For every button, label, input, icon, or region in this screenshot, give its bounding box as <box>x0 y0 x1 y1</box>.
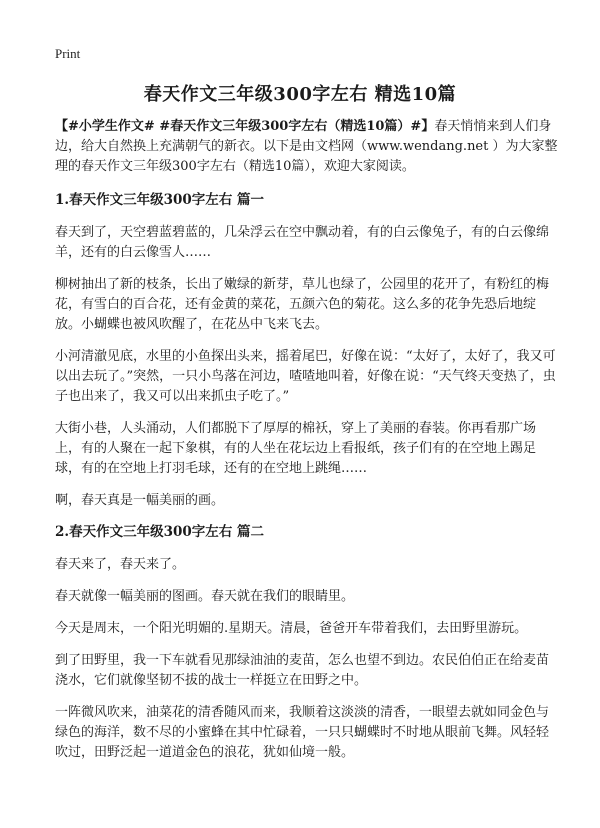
section2-paragraph-4: 到了田野里，我一下车就看见那绿油油的麦苗，怎么也望不到边。农民伯伯正在给麦苗浇水，它们就像坚韧不拔的战士一样挺立在田野之中。 <box>55 653 550 688</box>
intro-text: 春天悄悄来到人们身边，给大自然换上充满朝气的新衣。以下是由文档网（www.wendang.net ）为大家整理的春天作文三年级300字左右（精选10篇），欢迎大家阅读。 <box>55 119 558 174</box>
print-label: Print <box>55 46 81 61</box>
section1-paragraph-2: 柳树抽出了新的枝条，长出了嫩绿的新芽，草儿也绿了，公园里的花开了，有粉红的梅花，有雪白的百合花，还有金黄的菜花，五颜六色的菊花。这么多的花争先恐后地绽放。小蝴蝶也被风吹醒了，在花丛中飞来飞去。 <box>55 277 550 332</box>
section-heading-2: 2.春天作文三年级300字左右 篇二 <box>55 524 264 540</box>
intro-tags: 【#小学生作文# #春天作文三年级300字左右（精选10篇）#】 <box>55 119 435 134</box>
document-body <box>55 117 560 775</box>
section-heading-1: 1.春天作文三年级300字左右 篇一 <box>55 192 264 208</box>
section2-paragraph-3: 今天是周末，一个阳光明媚的.星期天。清晨，爸爸开车带着我们，去田野里游玩。 <box>55 621 528 636</box>
section2-paragraph-2: 春天就像一幅美丽的图画。春天就在我们的眼睛里。 <box>55 589 355 604</box>
intro-paragraph <box>55 117 560 177</box>
section2-paragraph-5: 一阵微风吹来，油菜花的清香随风而来，我顺着这淡淡的清香，一眼望去就如同金色与绿色的海洋，数不尽的小蜜蜂在其中忙碌着，一只只蝴蝶时不时地从眼前飞舞。风轻轻吹过，田野泛起一道道金色的浪花，犹如仙境一般。 <box>55 705 550 760</box>
section1-paragraph-3: 小河清澈见底，水里的小鱼探出头来，摇着尾巴，好像在说：“太好了，太好了，我又可以出去玩了。”突然，一只小鸟落在河边，喳喳地叫着，好像在说：“天气终天变热了，虫子也出来了，我又可以出来抓虫子吃了。” <box>55 349 556 404</box>
section2-paragraph-1: 春天来了，春天来了。 <box>55 557 186 572</box>
section1-paragraph-4: 大街小巷，人头涌动，人们都脱下了厚厚的棉袄，穿上了美丽的春装。你再看那广场上，有的人聚在一起下象棋，有的人坐在花坛边上看报纸，孩子们有的在空地上踢足球，有的在空地上打羽毛球，还有的在空地上跳绳…… <box>55 421 537 476</box>
section1-paragraph-1: 春天到了，天空碧蓝碧蓝的，几朵浮云在空中飘动着，有的白云像兔子，有的白云像绵羊，还有的白云像雪人…… <box>55 225 550 260</box>
section1-paragraph-5: 啊，春天真是一幅美丽的画。 <box>55 493 225 508</box>
document-title: 春天作文三年级300字左右 精选10篇 <box>143 84 457 105</box>
